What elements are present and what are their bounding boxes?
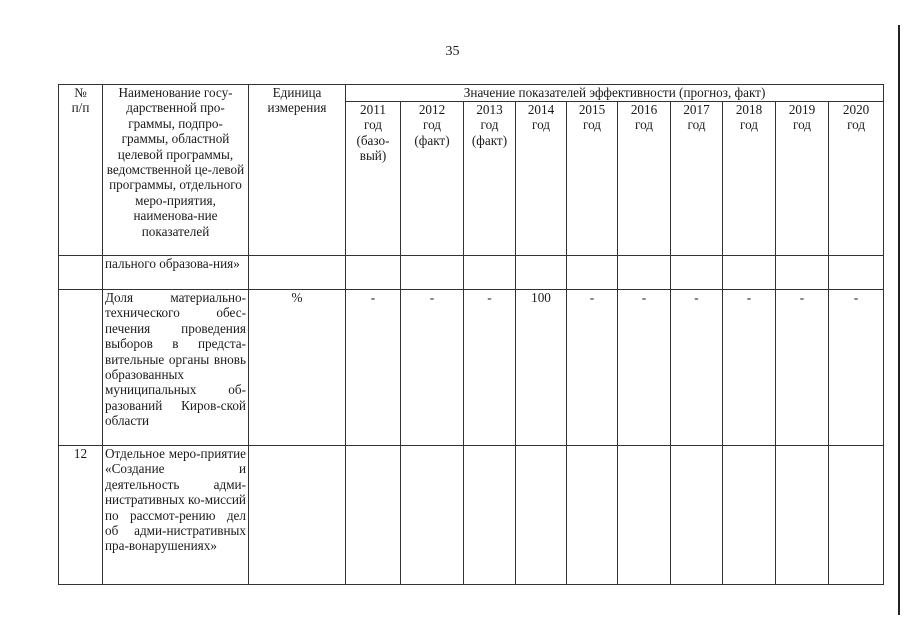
table-row (59, 290, 884, 446)
header-year-year: 2012 (418, 102, 446, 117)
header-year-6 (671, 102, 723, 256)
header-year-year: 2013 (476, 102, 503, 117)
header-num-line1: № (74, 85, 87, 100)
header-name: Наименование госу-дарственной про-граммы, подпро-граммы, областной целевой программы, ведомственной це-левой программы, отдельного меро-приятия, наименова-ние показателей (103, 85, 249, 256)
row-value-2012 (401, 446, 464, 585)
header-row-1 (59, 85, 884, 102)
row-value-2014 (516, 256, 567, 290)
row-unit (249, 256, 346, 290)
header-year-sub: год (739, 117, 758, 133)
row-value-2014: 100 (516, 290, 567, 446)
header-year-sub: год (634, 117, 653, 133)
header-year-sub: год (422, 117, 441, 133)
table-row (59, 446, 884, 585)
header-year-2 (464, 102, 516, 256)
header-year-extra: (базо-вый) (356, 132, 390, 164)
row-value-2015 (567, 446, 618, 585)
page-number: 35 (445, 44, 460, 59)
header-year-year: 2017 (683, 102, 710, 117)
header-unit-line2: измерения (267, 100, 327, 116)
row-name: Доля материально-технического обес-печения проведения выборов в предста-вительные органы вновь образованных муниципальных об-разований Киров-ской области (103, 290, 249, 446)
table-row (59, 256, 884, 290)
row-value-2017 (671, 256, 723, 290)
header-year-year: 2011 (360, 102, 386, 117)
row-value-2016: - (618, 290, 671, 446)
header-year-3 (516, 102, 567, 256)
header-year-4 (567, 102, 618, 256)
row-value-2013 (464, 446, 516, 585)
header-year-sub: год (847, 117, 866, 133)
row-name: пального образова-ния» (103, 256, 249, 290)
row-value-2014 (516, 446, 567, 585)
row-value-2017 (671, 446, 723, 585)
header-unit-line1: Единица (272, 85, 322, 100)
header-year-8 (776, 102, 829, 256)
header-year-year: 2014 (527, 102, 555, 117)
row-value-2012: - (401, 290, 464, 446)
row-name: Отдельное меро-приятие «Создание и деятельность адми-нистративных ко-миссий по рассмот-рению дел об адми-нистративных пра-вонарушениях» (103, 446, 249, 585)
page-edge-rule (898, 25, 900, 615)
header-year-year: 2019 (788, 102, 816, 117)
row-value-2016 (618, 256, 671, 290)
row-value-2019: - (776, 290, 829, 446)
header-num-line2: п/п (71, 100, 90, 116)
header-values-group: Значение показателей эффективности (прогноз, факт) (346, 85, 884, 102)
header-year-sub: год (687, 117, 706, 133)
row-num (59, 290, 103, 446)
row-num (59, 256, 103, 290)
row-value-2018 (723, 446, 776, 585)
header-unit (249, 85, 346, 256)
header-year-year: 2015 (578, 102, 606, 117)
row-value-2012 (401, 256, 464, 290)
row-value-2019 (776, 446, 829, 585)
header-num (59, 85, 103, 256)
header-year-extra: (факт) (471, 132, 508, 148)
row-value-2011 (346, 446, 401, 585)
header-year-year: 2018 (735, 102, 763, 117)
row-value-2011: - (346, 290, 401, 446)
row-value-2011 (346, 256, 401, 290)
row-value-2020 (829, 256, 884, 290)
performance-indicators-table (58, 84, 884, 585)
header-year-year: 2016 (630, 102, 658, 117)
row-value-2013: - (464, 290, 516, 446)
header-year-1 (401, 102, 464, 256)
header-year-5 (618, 102, 671, 256)
header-year-9 (829, 102, 884, 256)
header-year-sub: год (792, 117, 811, 133)
row-unit: % (249, 290, 346, 446)
row-value-2016 (618, 446, 671, 585)
row-value-2015 (567, 256, 618, 290)
row-value-2020: - (829, 290, 884, 446)
header-year-year: 2020 (842, 102, 870, 117)
row-value-2020 (829, 446, 884, 585)
header-year-sub: год (582, 117, 601, 133)
row-value-2018: - (723, 290, 776, 446)
row-value-2013 (464, 256, 516, 290)
row-num: 12 (59, 446, 103, 585)
header-year-sub: год (531, 117, 550, 133)
row-value-2019 (776, 256, 829, 290)
row-value-2015: - (567, 290, 618, 446)
row-value-2017: - (671, 290, 723, 446)
row-value-2018 (723, 256, 776, 290)
header-year-sub: год (363, 117, 382, 133)
row-unit (249, 446, 346, 585)
header-year-sub: год (480, 117, 499, 133)
header-year-7 (723, 102, 776, 256)
header-year-extra: (факт) (414, 132, 450, 148)
header-year-0 (346, 102, 401, 256)
